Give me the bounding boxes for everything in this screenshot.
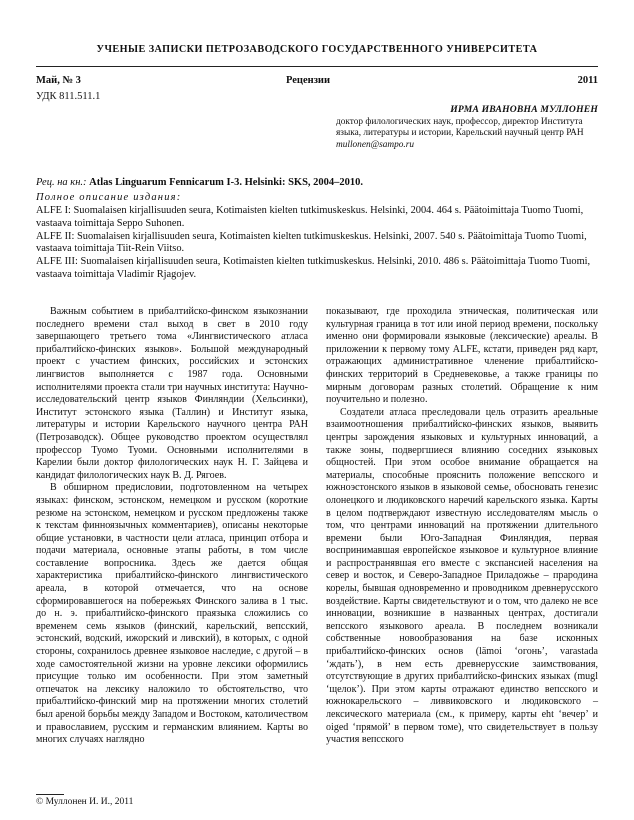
author-name: ИРМА ИВАНОВНА МУЛЛОНЕН	[450, 104, 598, 115]
section-name: Рецензии	[286, 75, 331, 86]
review-prefix: Рец. на кн.:	[36, 177, 87, 188]
body-paragraph: Важным событием в прибалтийско-финском языкознании последнего времени стал выход в свет в 2010 году завершающего третьего тома «Лингвистического атласа прибалтийско-финских языков». Большой международный проект с участием финских, российских и эстонских лингвистов выполняется с 1987 года. Основными исполнителями проекта стали три научных института: Научно-исследовательский центр языков Финляндии (Хельсинки), Институт эстонского языка (Таллин) и Институт языка, литературы и истории Карельского научного центра РАН (Петрозаводск). Общее руководство проектом осуществлял профессор Туомо Туоми. Основными исполнителями в Карелии были доктор филологических наук Н. Г. Зайцева и кандидат филологических наук В. Д. Рягоев.	[36, 306, 308, 481]
body-column-left	[36, 306, 308, 747]
issue-year: 2011	[577, 75, 598, 86]
body-column-right	[326, 306, 598, 747]
edition-list	[36, 205, 598, 282]
body-paragraph: показывают, где проходила этническая, политическая или культурная граница в тот или иной период времени, поскольку именно они формировали языковые (лексические) ареалы. В приложении к первому тому ALFE, кстати, приведен ряд карт, отражающих административное членение прибалтийско-финских территорий в Средневековье, а также границы по мирным договорам разных столетий. Обращение к ним поучительно и полезно.	[326, 306, 598, 406]
header-divider	[36, 66, 598, 67]
journal-title: УЧЕНЫЕ ЗАПИСКИ ПЕТРОЗАВОДСКОГО ГОСУДАРСТВЕННОГО УНИВЕРСИТЕТА	[96, 44, 538, 55]
full-description-label: Полное описание издания:	[36, 192, 182, 203]
issue-number: Май, № 3	[36, 75, 81, 86]
author-block	[336, 104, 598, 151]
body-paragraph: В обширном предисловии, подготовленном на четырех языках: финском, эстонском, немецком и русском (короткие резюме на эстонском, немецком и русском предложены также к текстам финноязычных комментариев), описаны некоторые общие установки, в частности цели атласа, принцип отбора и подачи материала, основные этапы работы, в том числе составление вопросника. Здесь же дается общая характеристика прибалтийско-финского лингвистического ареала, в которой отмечается, что на основе сформировавшегося на побережьях Финского залива в 1 тыс. до н. э. прибалтийско-финского праязыка сложились со временем семь языков (финский, карельский, вепсский, эстонский, водский, ижорский и ливский), в которых, с одной стороны, сохранилось древнее языковое наследие, с другой – в ходе самостоятельной жизни на уровне лексики оформились присущие только им особенности. При этом заметный отпечаток на лексику наложило то обстоятельство, что прибалтийско-финский мир на протяжении многих столетий был ареной борьбы между Западом и Востоком, католичеством и православием, русским и германским влиянием. Карты во многих случаях наглядно	[36, 482, 308, 746]
review-book-title: Atlas Linguarum Fennicarum I-3. Helsinki: SKS, 2004–2010.	[89, 177, 364, 188]
edition-entry: ALFE I: Suomalaisen kirjallisuuden seura, Kotimaisten kielten tutkimuskeskus. Helsinki, 2004. 464 s. Päätoimittaja Tuomo Tuomi, vastaava toimittaja Seppo Suhonen.	[36, 205, 584, 229]
review-citation	[36, 177, 598, 188]
copyright-notice: © Муллонен И. И., 2011	[36, 797, 134, 807]
udk-code: УДК 811.511.1	[36, 91, 101, 102]
author-credentials: доктор филологических наук, профессор, директор Института языка, литературы и истории, Карельский научный центр РАН	[336, 116, 584, 139]
edition-entry: ALFE II: Suomalaisen kirjallisuuden seura, Kotimaisten kielten tutkimuskeskus. Helsinki, 2007. 540 s. Päätoimittaja Tuomo Tuomi, vastaava toimittaja Tiit-Rein Viitso.	[36, 230, 587, 255]
body-paragraph: Создатели атласа преследовали цель отразить ареальные взаимоотношения прибалтийско-финских языков, выявить центры зарождения языковых и культурных инноваций, а также зоны, подвергшиеся влиянию соседних языковых общностей. При этом особое внимание обращается на материалы, способные прояснить положение вепсского и южноэстонского языков в языковой семье, обосновать генезис олонецкого и людиковского наречий карельского языка. Карты в целом подтверждают известную исследователям мысль о том, что центрами инноваций на протяжении длительного времени были Юго-Западная Финляндия, первая воспринимавшая европейское языковое и культурное влияние и распространявшая его вместе с экспансией населения на север и восток, и Северо-Западное Приладожье – прародина корелы, бывшая одновременно и проводником древнерусского воздействие. Карты свидетельствуют и о том, что далеко не все инновации, возникшие в названных центрах, достигали вепсского языкового ареала. В последнем возникали собственные новообразования на базе исконных прибалтийско-финских основ (lämoi ‘огонь’, varastada ‘ждать’), в нем есть древнерусские заимствования, отсутствующие в других прибалтийско-финских языках (mugl ‘щелок’). При этом карты отражают единство вепсского и южнокарельского – ливвиковского и людиковского – лексического материала (см., к примеру, карты eht ‘вечер’ и oiged ‘прямой’ в первом томе), что свидетельствует в пользу участия вепсского	[326, 406, 598, 746]
author-email[interactable]: mullonen@sampo.ru	[336, 139, 415, 150]
footnote-divider	[36, 794, 64, 795]
edition-entry: ALFE III: Suomalaisen kirjallisuuden seura, Kotimaisten kielten tutkimuskeskus. Helsinki, 2010. 486 s. Päätoimittaja Tuomo Tuomi, vastaava toimittaja Vladimir Rjagojev.	[36, 256, 591, 280]
